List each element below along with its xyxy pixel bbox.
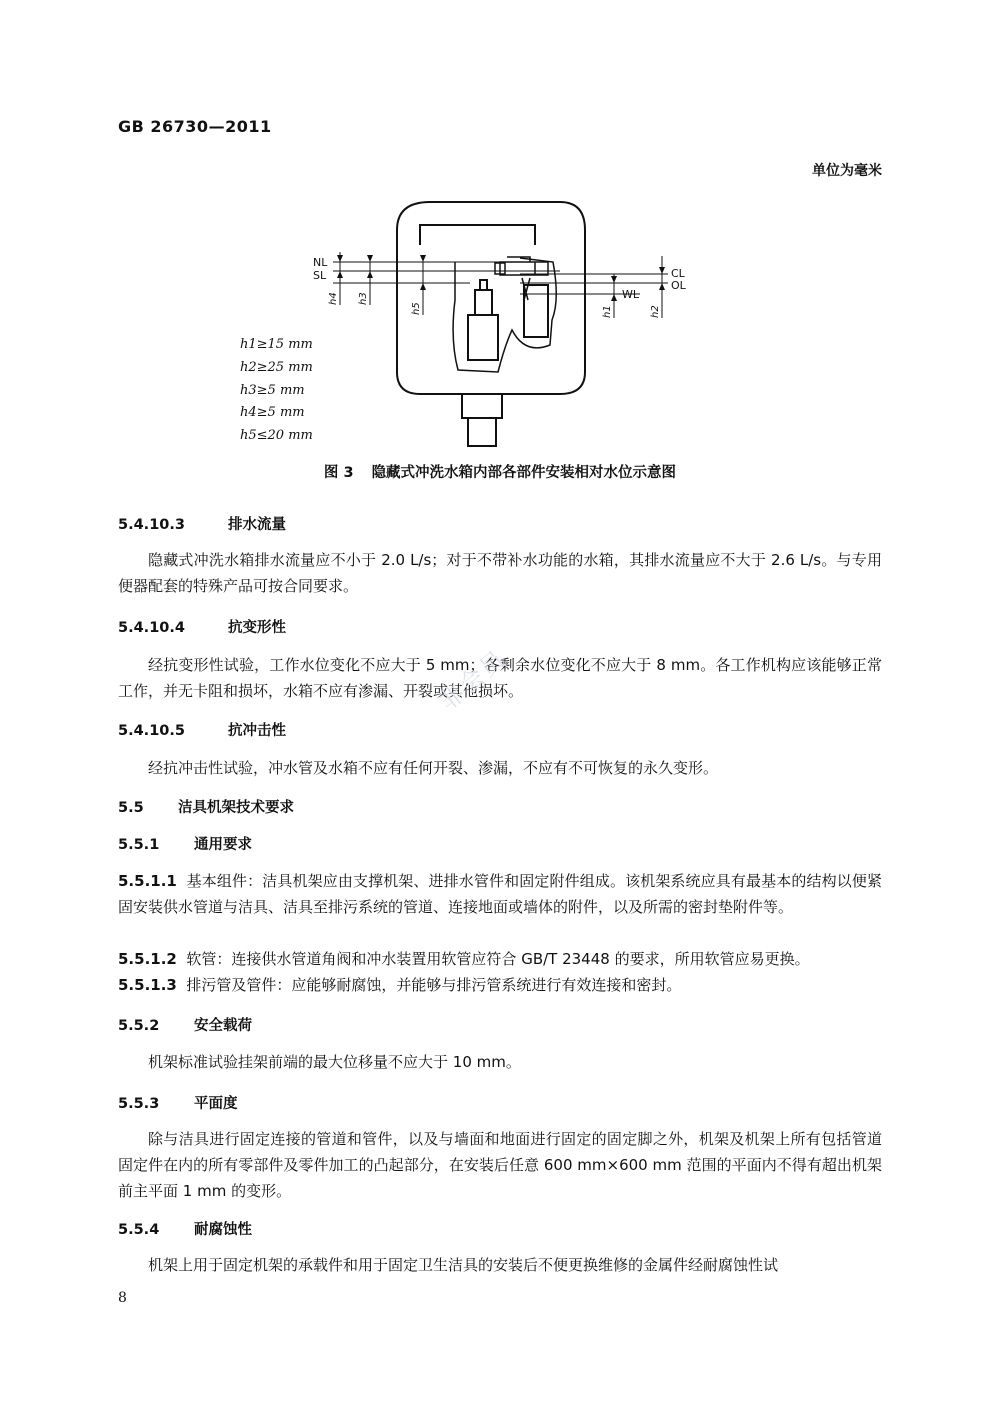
label-ol: OL [671,279,686,292]
flush-valve [468,280,498,360]
section-body: 经抗冲击性试验，冲水管及水箱不应有任何开裂、渗漏，不应有不可恢复的永久变形。 [148,759,719,777]
section-body: 隐藏式冲洗水箱排水流量应不小于 2.0 L/s；对于不带补水功能的水箱，其排水流量应不大于 2.6 L/s。与专用便器配套的特殊产品可按合同要求。 [118,551,882,595]
fill-valve-head [500,257,548,275]
section-heading: 5.5 洁具机架技术要求 [118,800,294,816]
page-number: 8 [118,1290,127,1306]
outlet-pipe [462,394,502,446]
label-sl: SL [313,269,327,282]
requirement-h4: h4≥5 mm [240,405,305,420]
fill-valve [524,285,548,337]
label-wl: WL [622,288,640,301]
section-number: 5.5.1.2 [118,950,177,968]
standard-number: GB 26730—2011 [118,117,272,136]
label-cl: CL [671,267,685,280]
label-h5: h5 [411,302,422,315]
section-body: 5.5.1.1 基本组件：洁具机架应由支撑机架、进排水管件和固定附件组成。该机架系统应具有最基本的结构以便紧固安装供水管道与洁具、洁具至排污系统的管道、连接地面或墙体的附件，以及所需的密封垫附件等。 [118,872,882,916]
label-nl: NL [313,256,328,269]
section-heading: 5.4.10.5 抗冲击性 [118,723,286,739]
section-body: 机架上用于固定机架的承载件和用于固定卫生洁具的安装后不便更换维修的金属件经耐腐蚀性试 [148,1256,779,1274]
figure-3-diagram [300,195,700,457]
section-heading: 5.5.3 平面度 [118,1096,238,1112]
section-heading: 5.4.10.3 排水流量 [118,517,286,533]
section-body: 经抗变形性试验，工作水位变化不应大于 5 mm；各剩余水位变化不应大于 8 mm。各工作机构应该能够正常工作，并无卡阻和损坏，水箱不应有渗漏、开裂或其他损坏。 [118,656,882,700]
section-heading: 5.5.4 耐腐蚀性 [118,1222,252,1238]
label-h1: h1 [602,305,613,318]
section-heading: 5.4.10.4 抗变形性 [118,620,286,636]
section-heading: 5.5.2 安全载荷 [118,1018,252,1034]
requirement-h3: h3≥5 mm [240,383,305,398]
figure-caption [0,461,1000,482]
section-body: 机架标准试验挂架前端的最大位移量不应大于 10 mm。 [148,1053,521,1071]
watermark: 非会员 [433,644,512,717]
requirement-h5: h5≤20 mm [240,428,313,443]
section-body: 除与洁具进行固定连接的管道和管件，以及与墙面和地面进行固定的固定脚之外，机架及机架上所有包括管道固定件在内的所有零部件及零件加工的凸起部分，在安装后任意 600 mm×600 mm 范围的平面内不得有超出机架前主平面 1 mm 的变形。 [118,1130,882,1200]
requirement-h2: h2≥25 mm [240,360,313,375]
label-h4: h4 [328,292,339,305]
section-heading: 5.5.1 通用要求 [118,837,252,853]
unit-note: 单位为毫米 [812,163,882,179]
caption-number: 图 3 [323,465,354,481]
section-number: 5.5.1.3 [118,976,177,994]
label-h3: h3 [358,292,369,305]
section-body: 5.5.1.3 排污管及管件：应能够耐腐蚀，并能够与排污管系统进行有效连接和密封。 [118,976,682,994]
label-h2: h2 [650,305,661,318]
section-body: 5.5.1.2 软管：连接供水管道角阀和冲水装置用软管应符合 GB/T 23448 的要求，所用软管应易更换。 [118,950,810,968]
requirement-h1: h1≥15 mm [240,337,313,352]
inner-frame [420,225,535,245]
section-number: 5.5.1.1 [118,872,177,890]
caption-text: 隐藏式冲洗水箱内部各部件安装相对水位示意图 [371,465,677,481]
